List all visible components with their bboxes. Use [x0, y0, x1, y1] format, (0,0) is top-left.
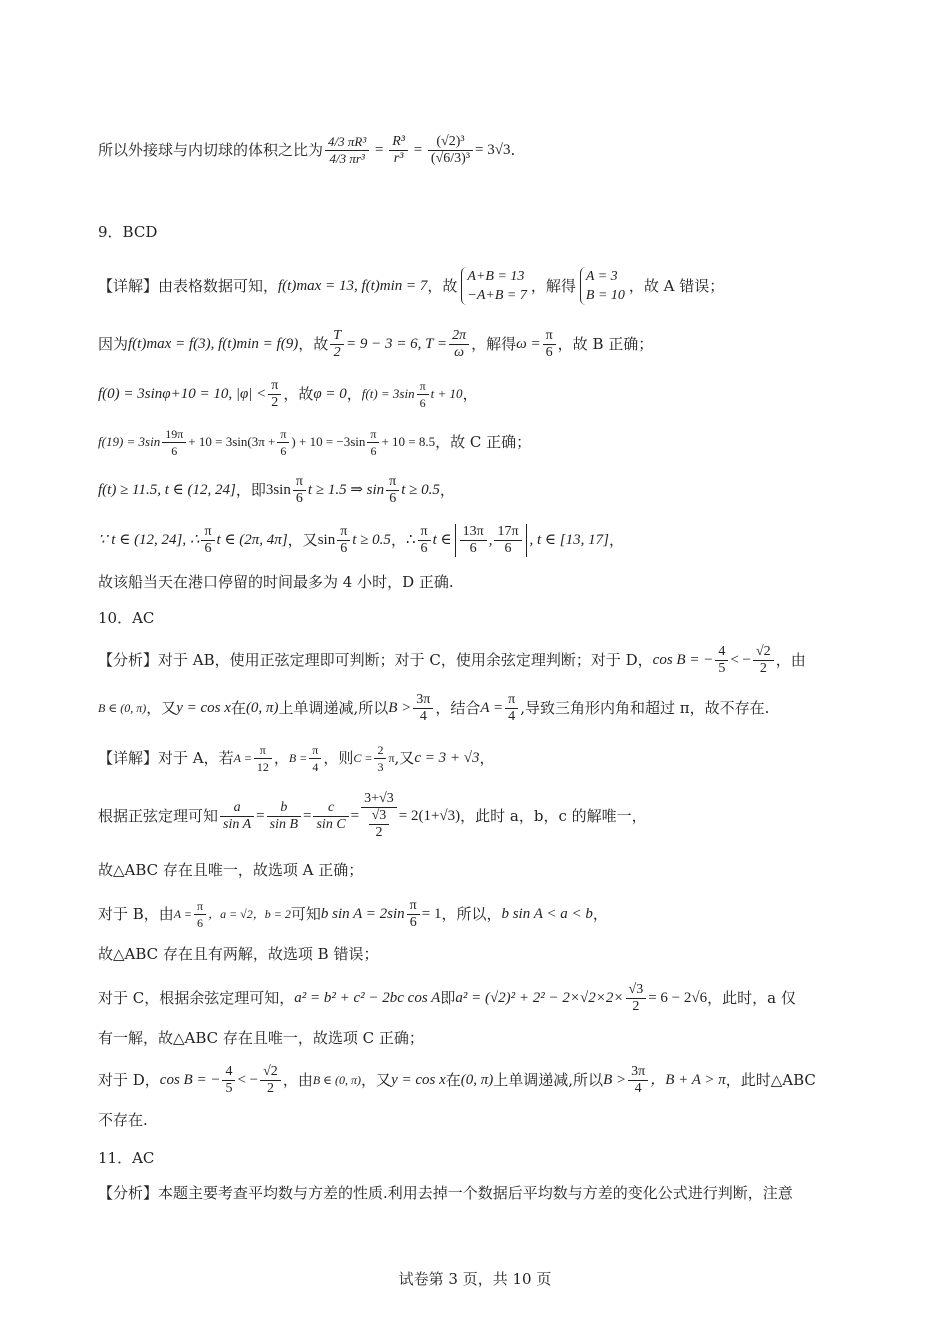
fraction: $\frac{c}{\text{sin C}}$ [313, 800, 348, 833]
fraction: $\frac{19\pi}{6}$ [162, 426, 186, 459]
q10-line-4: 根据正弦定理可知 $\frac{a}{\text{sin A}}$ = $\frac{b}{\text{sin B}}$ = $\frac{c}{\text{sin C}}$ = $\frac{3+√3}{\frac{√3}{2}}$ = 2(1+√3) ，此时 a，b，c 的解唯一， [98, 791, 647, 840]
q9-conclusion: 故该船当天在港口停留的时间最多为 4 小时，D 正确. [98, 573, 454, 591]
q10-line-7: 故△ABC 存在且有两解，故选项 B 错误； [98, 945, 379, 963]
formula-result: = 3√3 [475, 142, 511, 158]
fraction: $\frac{\pi}{4}$ [505, 692, 518, 725]
fraction: $\frac{b}{\text{sin B}}$ [267, 800, 301, 833]
q10-line-11: 不存在. [98, 1111, 148, 1129]
fraction: $\frac{13\pi}{6}$ [460, 524, 487, 557]
fraction: $\frac{\pi}{6}$ [543, 328, 556, 361]
q10-line-3: 【详解】对于 A，若 A = $\frac{\pi}{12}$ ， B = $\frac{\pi}{4}$ ，则 C = $\frac{2}{3}$ π ,又 c = 3 + √3 ， [98, 742, 495, 774]
q10-line-1: 【分析】对于 AB，使用正弦定理即可判断；对于 C，使用余弦定理判断；对于 D， cos B = − $\frac{4}{5}$ < − $\frac{√2}{2}$ ，由 [98, 643, 806, 676]
fraction: $\frac{4}{5}$ [715, 644, 728, 677]
compound-fraction: $\frac{3+√3}{\frac{√3}{2}}$ [361, 791, 397, 841]
fraction: $\frac{\text{R³}}{\text{r³}}$ [389, 134, 408, 167]
fraction: $\frac{\pi}{6}$ [417, 378, 429, 411]
q10-line-2: B ∈ (0, π) ，又 y = cos x 在 (0, π) 上单调递减,所以 B > $\frac{3\pi}{4}$ ，结合 A = $\frac{\pi}{4}$ ,导致三角形内角和超过 π，故不存在. [98, 691, 770, 724]
fraction: $\frac{4}{5}$ [222, 1064, 235, 1097]
fraction: $\frac{\pi}{6}$ [277, 426, 289, 459]
fraction: $\frac{17\pi}{6}$ [494, 524, 521, 557]
fraction: $\frac{√2}{2}$ [260, 1064, 281, 1097]
fraction: $\frac{\pi}{6}$ [201, 524, 214, 557]
q10-line-10: 对于 D， cos B = − $\frac{4}{5}$ < − $\frac{√2}{2}$ ，由 B ∈ (0, π) ，又 y = cos x 在 (0, π) 上单调递减,所以 B > $\frac{3\pi}{4}$ ，B + A > π ，此时△ABC [98, 1063, 816, 1096]
answer-10: 10．AC [98, 609, 155, 627]
volume-ratio-line: 所以外接球与内切球的体积之比为 $\frac{\text{4/3 πR³}}{\text{4/3 πr³}}$ = $\frac{\text{R³}}{\text{r³}}$ = $\frac{\text{(√2)³}}{\text{(√6/3)³}}$ = 3√3 . [98, 133, 516, 166]
fraction: $\frac{\pi}{2}$ [268, 378, 281, 411]
fraction: $\frac{√3}{2}$ [626, 982, 647, 1015]
q10-line-5: 故△ABC 存在且唯一，故选项 A 正确； [98, 861, 364, 879]
fraction: $\frac{2\pi}{\omega}$ [449, 328, 469, 361]
q11-line-1: 【分析】本题主要考查平均数与方差的性质.利用去掉一个数据后平均数与方差的变化公式进行判断，注意 [98, 1184, 793, 1202]
equation-system: A+B = 13 −A+B = 7 [461, 267, 526, 305]
text: 所以外接球与内切球的体积之比为 [98, 141, 324, 159]
answer-11: 11．AC [98, 1149, 155, 1167]
fraction: $\frac{\pi}{12}$ [254, 742, 272, 775]
q10-line-8: 对于 C，根据余弦定理可知， a² = b² + c² − 2bc cos A 即 a² = (√2)² + 2² − 2×√2×2× $\frac{√3}{2}$ = 6 − 2√6 ，此时，a 仅 [98, 981, 796, 1014]
fraction: $\frac{T}{2}$ [330, 328, 344, 361]
q9-line-6: ∵ t ∈ (12, 24], ∴ $\frac{\pi}{6}$ t ∈ (2π, 4π] ，又 sin $\frac{\pi}{6}$ t ≥ 0.5 ， ∴ $\frac{\pi}{6}$ t ∈ $\frac{13\pi}{6}$ , $\frac{17\pi}{6}$ , t ∈ [13, 17] ， [98, 523, 624, 556]
fraction: $\frac{\pi}{6}$ [337, 524, 350, 557]
q9-line-1: 【详解】由表格数据可知， f(t)max = 13, f(t)min = 7 ，故 A+B = 13 −A+B = 7 ，解得 A = 3 B = 10 ，故 A 错误； [98, 269, 725, 303]
q9-line-4: f(19) = 3sin $\frac{19\pi}{6}$ + 10 = 3sin(3π + $\frac{\pi}{6}$ ) + 10 = −3sin $\frac{\pi}{6}$ + 10 = 8.5 ，故 C 正确； [98, 426, 532, 458]
q9-line-3: f(0) = 3sinφ+10 = 10, |φ| < $\frac{\pi}{2}$ ，故 φ = 0 ， f(t) = 3sin $\frac{\pi}{6}$ t + 10 ， [98, 377, 478, 410]
equation-system: A = 3 B = 10 [580, 267, 625, 305]
fraction: $\frac{3\pi}{4}$ [413, 692, 433, 725]
q9-line-5: f(t) ≥ 11.5, t ∈ (12, 24] ，即 3sin $\frac{\pi}{6}$ t ≥ 1.5 ⇒ sin $\frac{\pi}{6}$ t ≥ 0.5 ， [98, 473, 455, 506]
q10-line-9: 有一解，故△ABC 存在且唯一，故选项 C 正确； [98, 1029, 424, 1047]
fraction: $\frac{\text{(√2)³}}{\text{(√6/3)³}}$ [428, 134, 473, 167]
fraction: $\frac{√2}{2}$ [753, 644, 774, 677]
q9-line-2: 因为 f(t)max = f(3), f(t)min = f(9) ，故 $\frac{T}{2}$ = 9 − 3 = 6, T = $\frac{2\pi}{\omega}$ ，解得 ω = $\frac{\pi}{6}$ ，故 B 正确； [98, 327, 654, 360]
interval-bracket: $\frac{13\pi}{6}$ , $\frac{17\pi}{6}$ [455, 524, 527, 557]
fraction: $\frac{\text{4/3 πR³}}{\text{4/3 πr³}}$ [325, 134, 369, 167]
fraction: $\frac{\pi}{6}$ [293, 474, 306, 507]
page-footer: 试卷第 3 页，共 10 页 [398, 1270, 552, 1288]
fraction: $\frac{2}{3}$ [374, 742, 386, 775]
fraction: $\frac{\pi}{4}$ [309, 742, 321, 775]
fraction: $\frac{\pi}{6}$ [407, 898, 420, 931]
answer-9: 9．BCD [98, 223, 158, 241]
fraction: $\frac{a}{\text{sin A}}$ [220, 800, 254, 833]
fraction: $\frac{\pi}{6}$ [367, 426, 379, 459]
fraction: $\frac{3\pi}{4}$ [628, 1064, 648, 1097]
fraction: $\frac{\pi}{6}$ [386, 474, 399, 507]
q10-line-6: 对于 B，由 A = $\frac{\pi}{6}$ ，a = √2，b = 2 可知 b sin A = 2sin $\frac{\pi}{6}$ = 1 ，所以， b sin A < a < b ， [98, 897, 608, 930]
fraction: $\frac{\pi}{6}$ [418, 524, 431, 557]
fraction: $\frac{\pi}{6}$ [194, 898, 206, 931]
